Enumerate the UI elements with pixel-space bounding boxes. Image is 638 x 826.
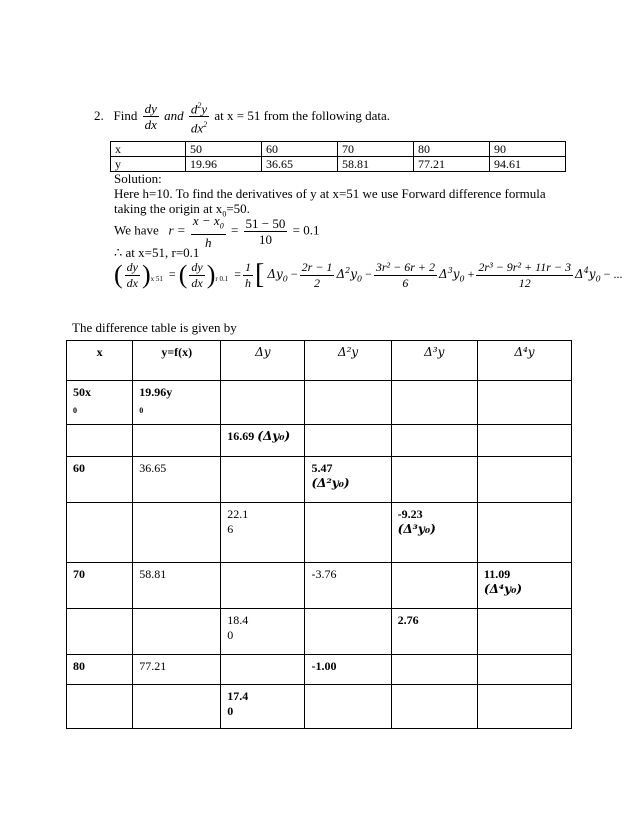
table-row (67, 425, 572, 457)
formula-mid-sub: r 0.1 (215, 275, 229, 284)
t2-sup: 2 (345, 265, 351, 275)
table-cell (67, 425, 133, 457)
cell-text: -9.23 (397, 507, 423, 521)
table-row (67, 563, 572, 609)
h-den: h (245, 275, 251, 290)
table-cell (67, 503, 133, 563)
first-derivative-num: dy (144, 101, 157, 117)
term2-den: 2 (314, 275, 321, 290)
table-cell: 70 (67, 563, 133, 609)
table-cell (477, 381, 571, 425)
table-cell: 77.21 (133, 655, 221, 685)
header-x: x (67, 341, 133, 381)
formula-lhs-sub: x 51 (150, 275, 163, 284)
term1-text: Δy (267, 266, 283, 281)
header-d3y: Δ³y (391, 341, 477, 381)
table-cell (305, 381, 391, 425)
header-dy: Δy (221, 341, 305, 381)
bracket-open: [ (255, 259, 265, 290)
table-cell (67, 685, 133, 729)
cell-text: 11.09 (483, 567, 511, 581)
r-fraction-den: h (205, 234, 212, 250)
table-row (67, 457, 572, 503)
term2-frac (300, 260, 335, 291)
r-fraction2-den: 10 (258, 231, 272, 247)
table-header-row (67, 341, 572, 381)
table-cell (67, 609, 133, 655)
question-line (94, 98, 390, 136)
table-cell (305, 457, 391, 503)
table-row (67, 381, 572, 425)
table-cell (391, 685, 477, 729)
formula-lhs-num: dy (126, 259, 138, 274)
header-d2y: Δ²y (305, 341, 391, 381)
table-cell: 2.76 (391, 609, 477, 655)
diff-caption: The difference table is given by (72, 320, 237, 335)
d2-var: y (201, 101, 208, 117)
table-cell (477, 563, 571, 609)
one-num: 1 (245, 259, 251, 274)
term2-op: $\Delta^2y_0$ (336, 265, 363, 284)
table-row (67, 685, 572, 729)
table-row (67, 655, 572, 685)
header-d4y: Δ⁴y (477, 341, 571, 381)
table-cell: 80 (414, 142, 490, 157)
first-derivative-den: dx (144, 117, 157, 133)
term4-frac (476, 260, 573, 291)
second-derivative (189, 98, 209, 136)
cell-sub: 0 (73, 406, 77, 415)
solution-line-1: Here h=10. To find the derivatives of y at x=51 we use Forward difference formula (114, 186, 546, 201)
table-cell (391, 457, 477, 503)
table-cell: 80 (67, 655, 133, 685)
difference-table (66, 340, 572, 729)
we-have: We have (114, 222, 159, 238)
table-cell (67, 381, 133, 425)
table-cell (305, 609, 391, 655)
table-cell (477, 503, 571, 563)
question-number: 2. (94, 107, 104, 123)
term4-den: 12 (518, 275, 531, 290)
table-cell (221, 655, 305, 685)
line2-sub: 0 (222, 209, 227, 219)
r-num-sub: 0 (219, 221, 224, 231)
table-cell: 70 (338, 142, 414, 157)
table-cell (221, 425, 305, 457)
table-cell (305, 503, 391, 563)
right-paren-2: ) (206, 260, 216, 289)
formula-mid-frac (189, 260, 204, 291)
table-cell (391, 655, 477, 685)
cell-text: 50x (73, 385, 91, 399)
derivative-formula: ( $\frac{dy}{dx}$ )$_{x 51}$ = ( $\frac{dy}{dx}$ )$_{r 0.1}$ = $\frac{1}{h}$ [ $\Delta y_0$ − $\frac{2r - 1}{2}$ $\Delta^2y_0$ − $\frac{\text{3r² − 6r + 2}}{6}$ $\Delta^3y_0$ + $\frac{\text{2r³ − 9r² + 11r − 3}}{12}$ $\Delta^4y_0$ − ... (114, 259, 623, 290)
formula-mid-num: dy (191, 259, 203, 274)
table-row (111, 142, 566, 157)
ellipsis: ... (613, 266, 623, 281)
table-cell (133, 381, 221, 425)
table-cell (221, 381, 305, 425)
term1 (267, 266, 288, 284)
table-cell: 60 (262, 142, 338, 157)
r-num: x − x (192, 213, 220, 228)
cell-text: 19.96y (139, 385, 173, 399)
table-cell (391, 381, 477, 425)
term3-frac (374, 260, 437, 291)
table-row (67, 503, 572, 563)
d2-dx: dx (190, 120, 204, 136)
table-cell: 60 (67, 457, 133, 503)
t2-op: Δ (336, 266, 346, 281)
table-cell: 58.81 (338, 157, 414, 172)
question-tail: at x = 51 from the following data. (214, 107, 390, 123)
header-y: y=f(x) (133, 341, 221, 381)
term3-op: $\Delta^3y_0$ (439, 265, 465, 284)
one-over-h (243, 260, 253, 291)
table-row (67, 609, 572, 655)
table-cell: 77.21 (414, 157, 490, 172)
table-cell (133, 685, 221, 729)
r-eq2: = (230, 222, 239, 238)
table-cell: 94.61 (490, 157, 566, 172)
table-cell: -1.00 (305, 655, 391, 685)
therefore-line: ∴ at x=51, r=0.1 (114, 245, 200, 260)
term1-sub: 0 (282, 274, 288, 284)
second-derivative-num (189, 98, 209, 117)
table-cell: x (111, 142, 186, 157)
table-cell: 19.96 (186, 157, 262, 172)
table-cell (391, 563, 477, 609)
term4-num: 2r³ − 9r² + 11r − 3 (478, 259, 572, 274)
table-cell (477, 457, 571, 503)
table-cell: 36.65 (262, 157, 338, 172)
table-cell: 17.4 0 (221, 685, 305, 729)
r-fraction-2 (244, 216, 288, 247)
table-cell (133, 425, 221, 457)
term4-op: $\Delta^4y_0$ (575, 265, 601, 284)
table-cell: 58.81 (133, 563, 221, 609)
table-cell: 90 (490, 142, 566, 157)
left-paren: ( (114, 260, 123, 289)
table-cell (133, 609, 221, 655)
d2-d: d (190, 101, 198, 117)
r-result: = 0.1 (292, 222, 320, 238)
r-fraction2-num: 51 − 50 (245, 215, 286, 231)
cell-label: (Δ⁴y₀) (483, 582, 523, 596)
r-eq: r = (168, 222, 186, 238)
formula-mid-den: dx (191, 275, 203, 290)
table-cell: 50 (186, 142, 262, 157)
table-cell (477, 685, 571, 729)
table-cell (221, 563, 305, 609)
table-cell (477, 425, 571, 457)
table-cell: 18.4 0 (221, 609, 305, 655)
table-cell: 36.65 (133, 457, 221, 503)
table-cell (391, 503, 477, 563)
d2-den-sup: 2 (203, 120, 208, 130)
cell-text: 5.47 (311, 461, 333, 475)
term3-den: 6 (402, 275, 409, 290)
question-find: Find (113, 107, 138, 123)
cell-text: 16.69 (227, 429, 255, 443)
table-cell (477, 655, 571, 685)
t4-op: Δ (575, 266, 584, 281)
cell-sub: 0 (139, 406, 144, 415)
cell-label: (Δ³y₀) (397, 522, 436, 536)
solution-heading: Solution: (114, 171, 162, 186)
line2-post: =50. (226, 201, 250, 216)
table-cell (305, 425, 391, 457)
question-and: and (164, 107, 184, 123)
line2-pre: taking the origin at x (114, 201, 223, 216)
formula-lhs-frac (125, 260, 140, 291)
table-cell: -3.76 (305, 563, 391, 609)
left-paren-2: ( (178, 260, 188, 289)
cell-label: (Δ²y₀) (311, 476, 350, 490)
t3-sup: 3 (447, 265, 453, 275)
table-cell (305, 685, 391, 729)
second-derivative-den (189, 117, 209, 135)
table-cell (133, 503, 221, 563)
r-fraction-num (191, 213, 226, 235)
cell-label: (Δy₀) (257, 429, 291, 443)
d2-num-sup: 2 (197, 101, 202, 110)
table-row (111, 157, 566, 172)
table-cell (391, 425, 477, 457)
term3-num: 3r² − 6r + 2 (375, 259, 435, 274)
t4-sup: 4 (583, 265, 589, 275)
data-table (110, 141, 566, 172)
table-cell (477, 609, 571, 655)
table-cell (221, 457, 305, 503)
formula-lhs-den: dx (126, 275, 138, 290)
table-cell: 22.1 6 (221, 503, 305, 563)
first-derivative (143, 101, 159, 132)
table-cell: y (111, 157, 186, 172)
right-paren: ) (142, 260, 151, 289)
term2-num: 2r − 1 (301, 259, 333, 274)
t3-op: Δ (439, 266, 448, 281)
